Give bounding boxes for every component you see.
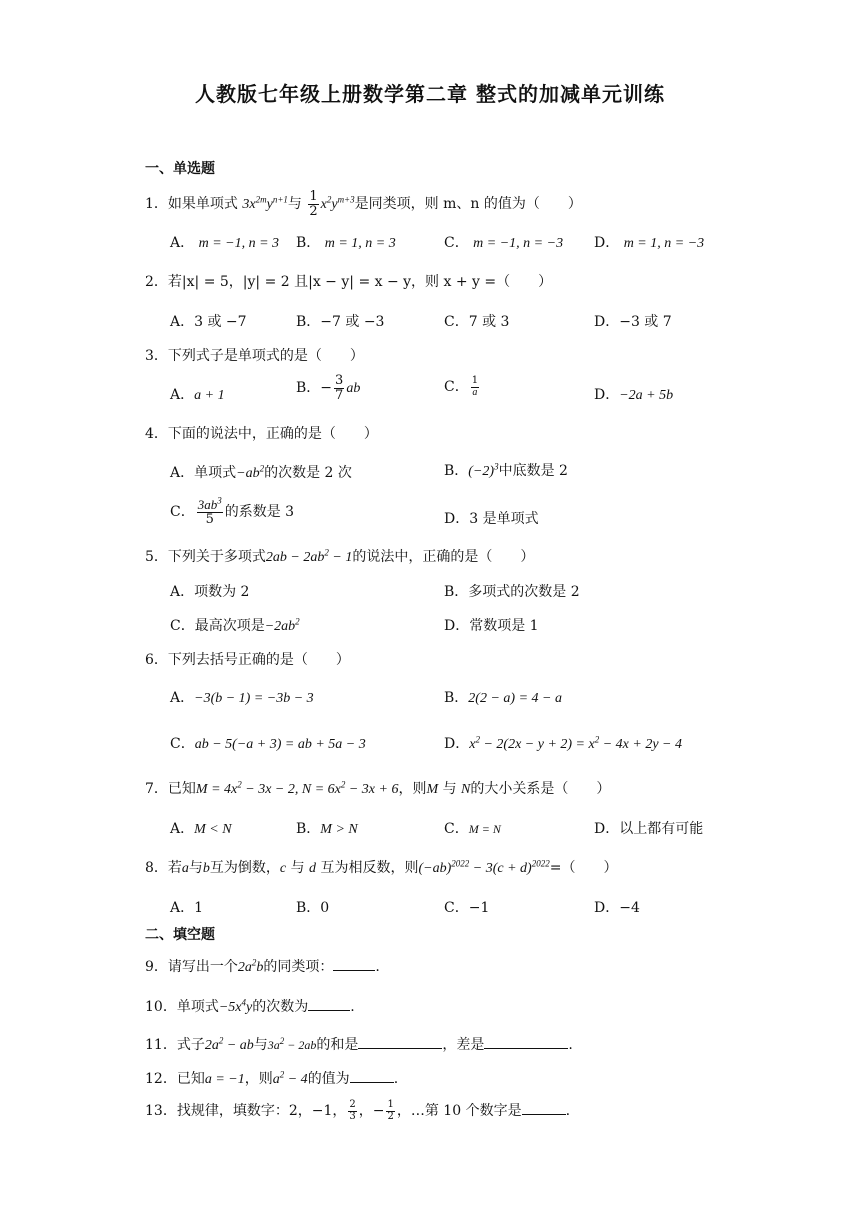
question-11: 11．式子$2a^2$ − ab与$3a^2 - 2ab$的和是 ，差是 . (145, 1035, 573, 1053)
q2-option-c[interactable]: C．7 或 3 (444, 314, 510, 330)
question-2: 2．若|x| = 5，|y| = 2 且|x − y| = x − y，则 x + y =（ ） (145, 274, 553, 290)
q5-option-a[interactable]: A．项数为 2 (170, 584, 250, 600)
q3-option-a[interactable]: A．a + 1 (170, 387, 225, 403)
q8-option-d[interactable]: D．−4 (594, 900, 640, 916)
q7-option-b[interactable]: B．M > N (296, 821, 358, 837)
answer-blank[interactable] (350, 1070, 394, 1083)
q3-option-d[interactable]: D．−2a + 5b (594, 387, 674, 403)
q1-option-b[interactable]: B． m = 1, n = 3 (296, 235, 396, 251)
question-10: 10．单项式$-5x^4y$的次数为 . (145, 997, 355, 1015)
q7-option-d[interactable]: D．以上都有可能 (594, 821, 704, 837)
page-title: 人教版七年级上册数学第二章 整式的加减单元训练 (195, 82, 665, 106)
question-9: 9．请写出一个$2a^2b$的同类项： . (145, 957, 380, 975)
q5-option-d[interactable]: D．常数项是 1 (444, 618, 539, 634)
q5-option-c[interactable]: C．最高次项是$-2ab^2$ (170, 616, 300, 634)
fraction-one-half: $\frac{1}{2}$ (309, 189, 318, 219)
q4-option-d[interactable]: D．3 是单项式 (444, 511, 539, 527)
q7-option-a[interactable]: A．M < N (170, 821, 232, 837)
q4-option-c[interactable]: C． $\frac{3ab^3}{5}$ 的系数是 3 (170, 495, 295, 527)
q8-option-b[interactable]: B．0 (296, 900, 330, 916)
question-6: 6．下列去括号正确的是（ ） (145, 652, 350, 668)
q6-option-a[interactable]: A．−3(b − 1) = −3b − 3 (170, 690, 314, 706)
question-13: 13．找规律，填数字：2，−1， $\frac{2}{3}$ ，− $\frac{1}{2}$ ，…第 10 个数字是 . (145, 1099, 571, 1122)
question-12: 12．已知a = −1，则$a^2 - 4$的值为 . (145, 1069, 399, 1087)
question-1: 1．如果单项式 $3x^{2m}y^{n+1}$与 $\frac{1}{2}$ $x^2y^{m+3}$是同类项，则 m、n 的值为（ ） (145, 189, 582, 219)
answer-blank[interactable] (308, 998, 350, 1011)
section-heading-fill-blank: 二、填空题 (145, 927, 215, 943)
q2-option-a[interactable]: A．3 或 −7 (170, 314, 247, 330)
q2-option-b[interactable]: B．−7 或 −3 (296, 314, 385, 330)
q1-option-a[interactable]: A． m = −1, n = 3 (170, 235, 280, 251)
q4-option-b[interactable]: B．$(-2)^3$中底数是 2 (444, 461, 568, 479)
q6-option-b[interactable]: B．2(2 − a) = 4 − a (444, 690, 562, 706)
question-3: 3．下列式子是单项式的是（ ） (145, 348, 364, 364)
q7-option-c[interactable]: C．M = N (444, 821, 501, 837)
answer-blank-difference[interactable] (484, 1036, 568, 1049)
question-7: 7．已知$M = 4x^2 - 3x - 2$, $N = 6x^2 - 3x + 6$，则M 与 N的大小关系是（ ） (145, 779, 611, 797)
q6-option-c[interactable]: C．ab − 5(−a + 3) = ab + 5a − 3 (170, 736, 366, 752)
answer-blank-sum[interactable] (358, 1036, 442, 1049)
q6-option-d[interactable]: D．$x^2 - 2(2x - y + 2) = x^2 - 4x + 2y - 4$ (444, 734, 682, 752)
section-heading-single-choice: 一、单选题 (145, 161, 215, 177)
q3-option-b[interactable]: B．− $\frac{3}{7}$ ab (296, 373, 361, 403)
q5-option-b[interactable]: B．多项式的次数是 2 (444, 584, 580, 600)
question-5: 5．下列关于多项式$2ab - 2ab^2 - 1$的说法中，正确的是（ ） (145, 547, 535, 565)
answer-blank[interactable] (522, 1102, 566, 1115)
answer-blank[interactable] (333, 958, 375, 971)
q3-option-c[interactable]: C． $\frac{1}{a}$ (444, 375, 479, 398)
question-4: 4．下面的说法中，正确的是（ ） (145, 426, 378, 442)
q4-option-a[interactable]: A．单项式$-ab^2$的次数是 2 次 (170, 463, 352, 481)
q1-option-d[interactable]: D． m = 1, n = −3 (594, 235, 705, 251)
q8-option-c[interactable]: C．−1 (444, 900, 490, 916)
q2-option-d[interactable]: D．−3 或 7 (594, 314, 672, 330)
question-8: 8．若a与b互为倒数，c 与 d 互为相反数，则$(-ab)^{2022} - 3(c + d)^{2022}=$（ ） (145, 858, 618, 876)
q1-option-c[interactable]: C． m = −1, n = −3 (444, 235, 564, 251)
q8-option-a[interactable]: A．1 (170, 900, 204, 916)
